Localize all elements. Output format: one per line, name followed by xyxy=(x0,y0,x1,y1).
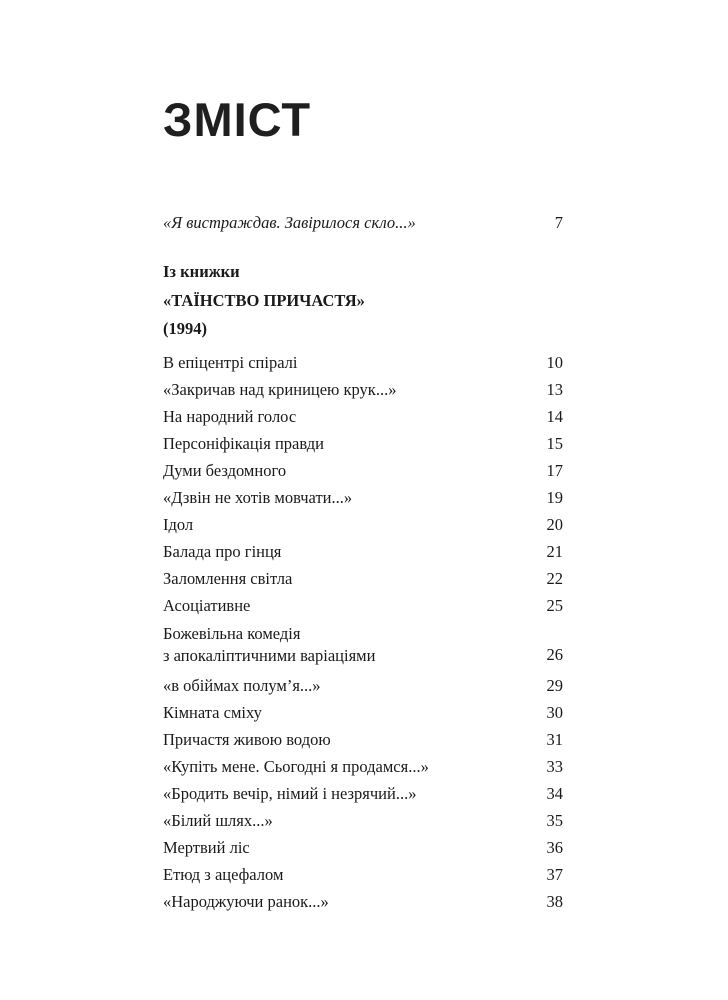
toc-entry xyxy=(163,213,563,233)
toc-entry-page: 15 xyxy=(543,434,564,454)
toc-entry-label: «Я вистраждав. Завірилося скло...» xyxy=(163,213,419,232)
toc-entry xyxy=(163,784,563,804)
toc-entry xyxy=(163,461,563,481)
toc-entry-page: 7 xyxy=(551,213,563,233)
toc-entry-page: 30 xyxy=(543,703,564,723)
toc-entry-page: 38 xyxy=(543,892,564,912)
toc-entry-label: «Білий шлях...» xyxy=(163,811,276,830)
toc-entry-label: Причастя живою водою xyxy=(163,730,334,749)
toc-entry xyxy=(163,676,563,696)
toc-intro xyxy=(163,213,563,233)
toc-entry xyxy=(163,596,563,616)
toc-entry-page: 36 xyxy=(543,838,564,858)
toc-entry xyxy=(163,703,563,723)
toc-entry-page: 19 xyxy=(543,488,564,508)
toc-entry-label: На народний голос xyxy=(163,407,299,426)
toc-entry-label-line1: Божевільна комедія xyxy=(163,624,301,643)
toc-entry-page: 25 xyxy=(543,596,564,616)
toc-entry xyxy=(163,838,563,858)
toc-entry-page: 22 xyxy=(543,569,564,589)
toc-entry-page: 21 xyxy=(543,542,564,562)
toc-entry-label: Ідол xyxy=(163,515,196,534)
toc-entry xyxy=(163,542,563,562)
toc-entry-page: 13 xyxy=(543,380,564,400)
section-heading-year: (1994) xyxy=(163,319,207,338)
toc-entry-label: Персоніфікація правди xyxy=(163,434,327,453)
toc-list xyxy=(163,353,563,912)
toc-entry-page: 26 xyxy=(543,645,564,665)
toc-entry xyxy=(163,434,563,454)
toc-entry xyxy=(163,811,563,831)
toc-entry xyxy=(163,380,563,400)
toc-entry-page: 35 xyxy=(543,811,564,831)
toc-entry-page: 37 xyxy=(543,865,564,885)
toc-entry-label: «Бродить вечір, німий і незрячий...» xyxy=(163,784,419,803)
section-heading-line1: Із книжки xyxy=(163,262,240,281)
toc-entry-page: 29 xyxy=(543,676,564,696)
toc-entry-page: 17 xyxy=(543,461,564,481)
toc-entry xyxy=(163,515,563,535)
toc-entry-label: «Купіть мене. Сьогодні я продамся...» xyxy=(163,757,432,776)
toc-entry-label: «Закричав над криницею крук...» xyxy=(163,380,399,399)
toc-entry-label: «Дзвін не хотів мовчати...» xyxy=(163,488,355,507)
toc-entry-page: 10 xyxy=(543,353,564,373)
toc-entry xyxy=(163,488,563,508)
toc-entry xyxy=(163,353,563,373)
toc-entry-label: «в обіймах полум’я...» xyxy=(163,676,324,695)
toc-entry xyxy=(163,892,563,912)
toc-entry-page: 31 xyxy=(543,730,564,750)
toc-entry-label: В епіцентрі спіралі xyxy=(163,353,301,372)
toc-entry xyxy=(163,407,563,427)
toc-entry xyxy=(163,623,563,667)
toc-entry-label: Кімната сміху xyxy=(163,703,265,722)
toc-entry-label: Мертвий ліс xyxy=(163,838,253,857)
section-heading-title: «ТАЇНСТВО ПРИЧАСТЯ» xyxy=(163,291,365,310)
toc-entry-label: Заломлення світла xyxy=(163,569,295,588)
toc-entry xyxy=(163,757,563,777)
toc-entry xyxy=(163,730,563,750)
toc-entry-label: Асоціативне xyxy=(163,596,253,615)
toc-entry-page: 20 xyxy=(543,515,564,535)
page-title: ЗМІСТ xyxy=(163,93,312,146)
toc-entry-label-line2: з апокаліптичними варіаціями xyxy=(163,646,378,665)
toc-entry-page: 33 xyxy=(543,757,564,777)
toc-entry-label: Балада про гінця xyxy=(163,542,284,561)
toc-entry-label: «Народжуючи ранок...» xyxy=(163,892,332,911)
toc-entry-page: 34 xyxy=(543,784,564,804)
toc-entry xyxy=(163,569,563,589)
toc-entry-page: 14 xyxy=(543,407,564,427)
toc-entry xyxy=(163,865,563,885)
toc-entry-label: Етюд з ацефалом xyxy=(163,865,286,884)
toc-entry-label: Думи бездомного xyxy=(163,461,289,480)
